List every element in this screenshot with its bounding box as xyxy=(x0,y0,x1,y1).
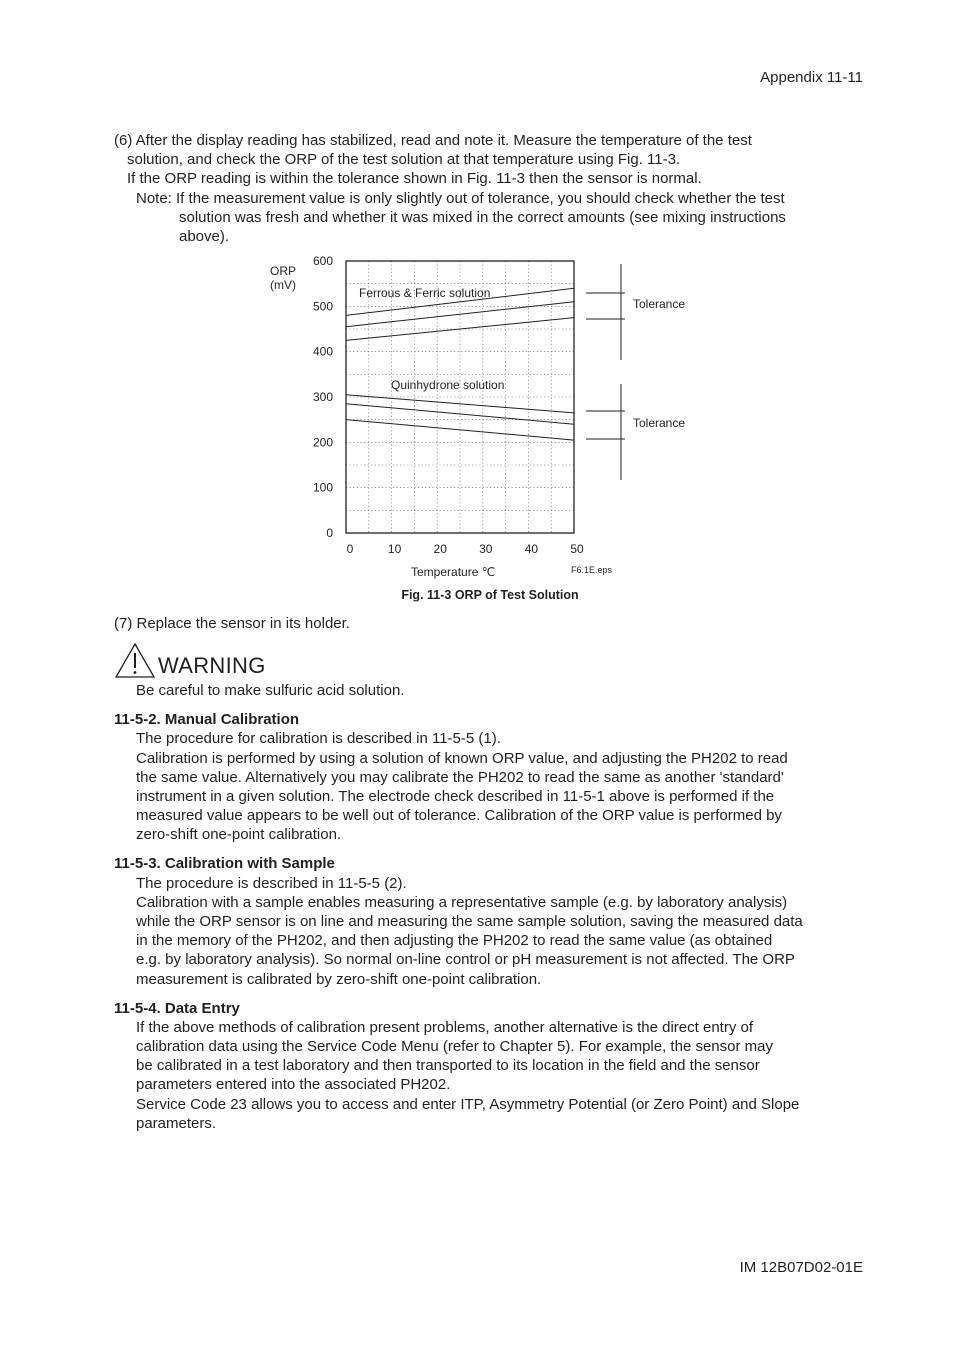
paragraph-line: parameters entered into the associated PH202. xyxy=(136,1076,451,1093)
y-axis-label-unit: (mV) xyxy=(270,278,296,292)
orp-figure xyxy=(0,250,954,580)
step7-text: (7) Replace the sensor in its holder. xyxy=(114,615,350,632)
paragraph-line: The procedure is described in 11-5-5 (2). xyxy=(136,875,407,892)
note-line: Note: If the measurement value is only slightly out of tolerance, you should check whether the test xyxy=(136,190,785,207)
ferrous-annotation: Ferrous & Ferric solution xyxy=(359,286,491,300)
paragraph-line: If the above methods of calibration present problems, another alternative is the direct entry of xyxy=(136,1019,754,1036)
tolerance-label-lower: Tolerance xyxy=(633,416,686,430)
y-tick-label: 100 xyxy=(312,480,333,495)
warning-triangle-icon xyxy=(114,643,156,683)
paragraph-line: Service Code 23 allows you to access and enter ITP, Asymmetry Potential (or Zero Point) and Slope xyxy=(136,1096,800,1113)
y-tick-label: 600 xyxy=(312,254,333,268)
paragraph-line: zero-shift one-point calibration. xyxy=(136,826,342,843)
paragraph-line: measurement is calibrated by zero-shift one-point calibration. xyxy=(136,971,542,988)
x-tick-label: 40 xyxy=(524,542,539,556)
warning-text: Be careful to make sulfuric acid solution. xyxy=(136,682,405,699)
paragraph-line: The procedure for calibration is described in 11-5-5 (1). xyxy=(136,730,501,747)
note-line: above). xyxy=(179,228,230,245)
quinhydrone-annotation: Quinhydrone solution xyxy=(391,378,505,392)
series-line xyxy=(346,395,574,413)
paragraph-line: instrument in a given solution. The electrode check described in 11-5-1 above is performed if the xyxy=(136,788,775,805)
y-tick-label: 0 xyxy=(326,526,333,540)
paragraph-line: the same value. Alternatively you may calibrate the PH202 to read the same as another 'standard' xyxy=(136,769,784,786)
tolerance-label-upper: Tolerance xyxy=(633,297,686,311)
paragraph-line: Calibration is performed by using a solution of known ORP value, and adjusting the PH202 to read xyxy=(136,750,788,767)
y-tick-label: 300 xyxy=(312,390,333,404)
step6-line: If the ORP reading is within the tolerance shown in Fig. 11-3 then the sensor is normal. xyxy=(127,170,702,187)
chart-series xyxy=(346,288,574,440)
section-heading: 11-5-3. Calibration with Sample xyxy=(114,855,335,872)
section-heading: 11-5-2. Manual Calibration xyxy=(114,711,300,728)
section-heading: 11-5-4. Data Entry xyxy=(114,1000,240,1017)
y-tick-label: 400 xyxy=(312,344,333,359)
warning-title: WARNING xyxy=(158,653,266,678)
page-footer: IM 12B07D02-01E xyxy=(739,1259,863,1276)
paragraph-line: Calibration with a sample enables measuring a representative sample (e.g. by laboratory analysis) xyxy=(136,894,788,911)
series-line xyxy=(346,404,574,424)
paragraph-line: e.g. by laboratory analysis). So normal on-line control or pH measurement is not affected. The ORP xyxy=(136,951,795,968)
series-line xyxy=(346,420,574,440)
x-tick-label: 30 xyxy=(479,542,493,556)
note-line: solution was fresh and whether it was mixed in the correct amounts (see mixing instructions xyxy=(179,209,786,226)
y-tick-label: 500 xyxy=(312,299,333,314)
paragraph-line: calibration data using the Service Code Menu (refer to Chapter 5). For example, the sensor may xyxy=(136,1038,773,1055)
page-header: Appendix 11-11 xyxy=(760,69,863,86)
x-tick-label: 50 xyxy=(570,542,584,556)
paragraph-line: while the ORP sensor is on line and measuring the same sample solution, saving the measured data xyxy=(136,913,803,930)
orp-chart xyxy=(0,250,954,580)
paragraph-line: in the memory of the PH202, and then adjusting the PH202 to read the same value (as obtained xyxy=(136,932,773,949)
x-tick-label: 20 xyxy=(433,542,447,556)
y-axis-label: ORP xyxy=(269,264,297,278)
paragraph-line: measured value appears to be well out of tolerance. Calibration of the ORP value is performed by xyxy=(136,807,782,824)
x-axis-label: Temperature ℃ xyxy=(411,565,496,579)
y-tick-label: 200 xyxy=(312,435,333,450)
step6-line: (6) After the display reading has stabilized, read and note it. Measure the temperature of the test xyxy=(114,132,752,149)
paragraph-line: parameters. xyxy=(136,1115,217,1132)
x-tick-label: 0 xyxy=(346,542,354,556)
figure-caption: Fig. 11-3 ORP of Test Solution xyxy=(401,588,579,602)
file-tag: F6.1E.eps xyxy=(571,565,613,575)
paragraph-line: be calibrated in a test laboratory and then transported to its location in the field and the sensor xyxy=(136,1057,760,1074)
x-tick-label: 10 xyxy=(387,542,402,556)
step6-line: solution, and check the ORP of the test solution at that temperature using Fig. 11-3. xyxy=(127,151,681,168)
